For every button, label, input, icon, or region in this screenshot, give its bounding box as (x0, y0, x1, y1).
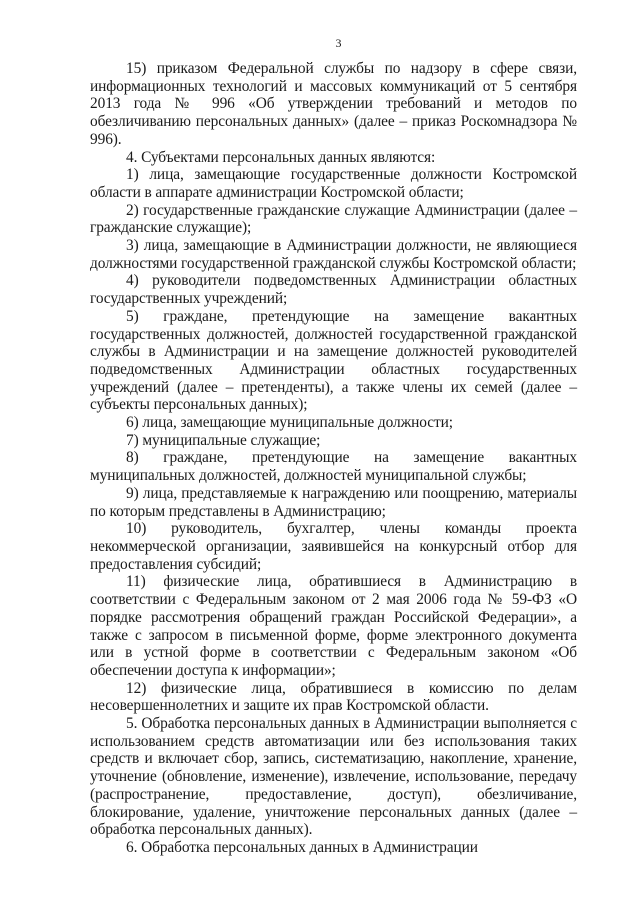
paragraph-subject-2: 2) государственные гражданские служащие Администрации (далее – гражданские служащие); (90, 201, 577, 237)
paragraph-clause-15: 15) приказом Федеральной службы по надзору в сфере связи, информационных технологий и массовых коммуникаций от 5 сентября 2013 года № 996 «Об утверждении требований и методов по обезличиванию персональных данных» (далее – приказ Роскомнадзора № 996). (90, 60, 577, 148)
paragraph-subject-3: 3) лица, замещающие в Администрации должности, не являющиеся должностями государственной гражданской службы Костромской области; (90, 237, 577, 272)
paragraph-subject-10: 10) руководитель, бухгалтер, члены команды проекта некоммерческой организации, заявившейся на конкурсный отбор для предоставления субсидий; (90, 520, 577, 573)
paragraph-subject-1: 1) лица, замещающие государственные должности Костромской области в аппарате администрации Костромской области; (90, 166, 577, 201)
paragraph-subject-9: 9) лица, представляемые к награждению или поощрению, материалы по которым представлены в Администрацию; (90, 484, 577, 520)
paragraph-subject-7: 7) муниципальные служащие; (126, 431, 321, 449)
paragraph-subject-5: 5) граждане, претендующие на замещение вакантных государственных должностей, должностей государственной гражданской службы в Администрации и на замещение должностей руководителей подведомственных Администрации областных государственных учреждений (далее – претенденты), а также члены их семей (далее – субъекты персональных данных); (90, 307, 577, 414)
paragraph-subject-6: 6) лица, замещающие муниципальные должности; (126, 414, 453, 432)
paragraph-section-6: 6. Обработка персональных данных в Администрации (126, 838, 478, 856)
paragraph-subject-12: 12) физические лица, обратившиеся в комиссию по делам несовершеннолетних и защите их прав Костромской области. (90, 679, 577, 715)
paragraph-subject-4: 4) руководители подведомственных Администрации областных государственных учреждений; (90, 272, 577, 308)
page-number: 3 (335, 36, 342, 50)
paragraph-section-5: 5. Обработка персональных данных в Администрации выполняется с использованием средств автоматизации или без использования таких средств и включает сбор, запись, систематизацию, накопление, хранение, уточнение (обновление, изменение), извлечение, использование, передачу (распространение, предоставление, доступ), обезличивание, блокирование, удаление, уничтожение персональных данных (далее – обработка персональных данных). (90, 715, 577, 839)
paragraph-subject-11: 11) физические лица, обратившиеся в Администрацию в соответствии с Федеральным законом от 2 мая 2006 года № 59-ФЗ «О порядке рассмотрения обращений граждан Российской Федерации», а также с запросом в письменной форме, форме электронного документа или в устной форме в соответствии с Федеральным законом «Об обеспечении доступа к информации»; (90, 573, 577, 679)
paragraph-section-4: 4. Субъектами персональных данных являются: (126, 148, 436, 166)
paragraph-subject-8: 8) граждане, претендующие на замещение вакантных муниципальных должностей, должностей муниципальной службы; (90, 449, 577, 485)
